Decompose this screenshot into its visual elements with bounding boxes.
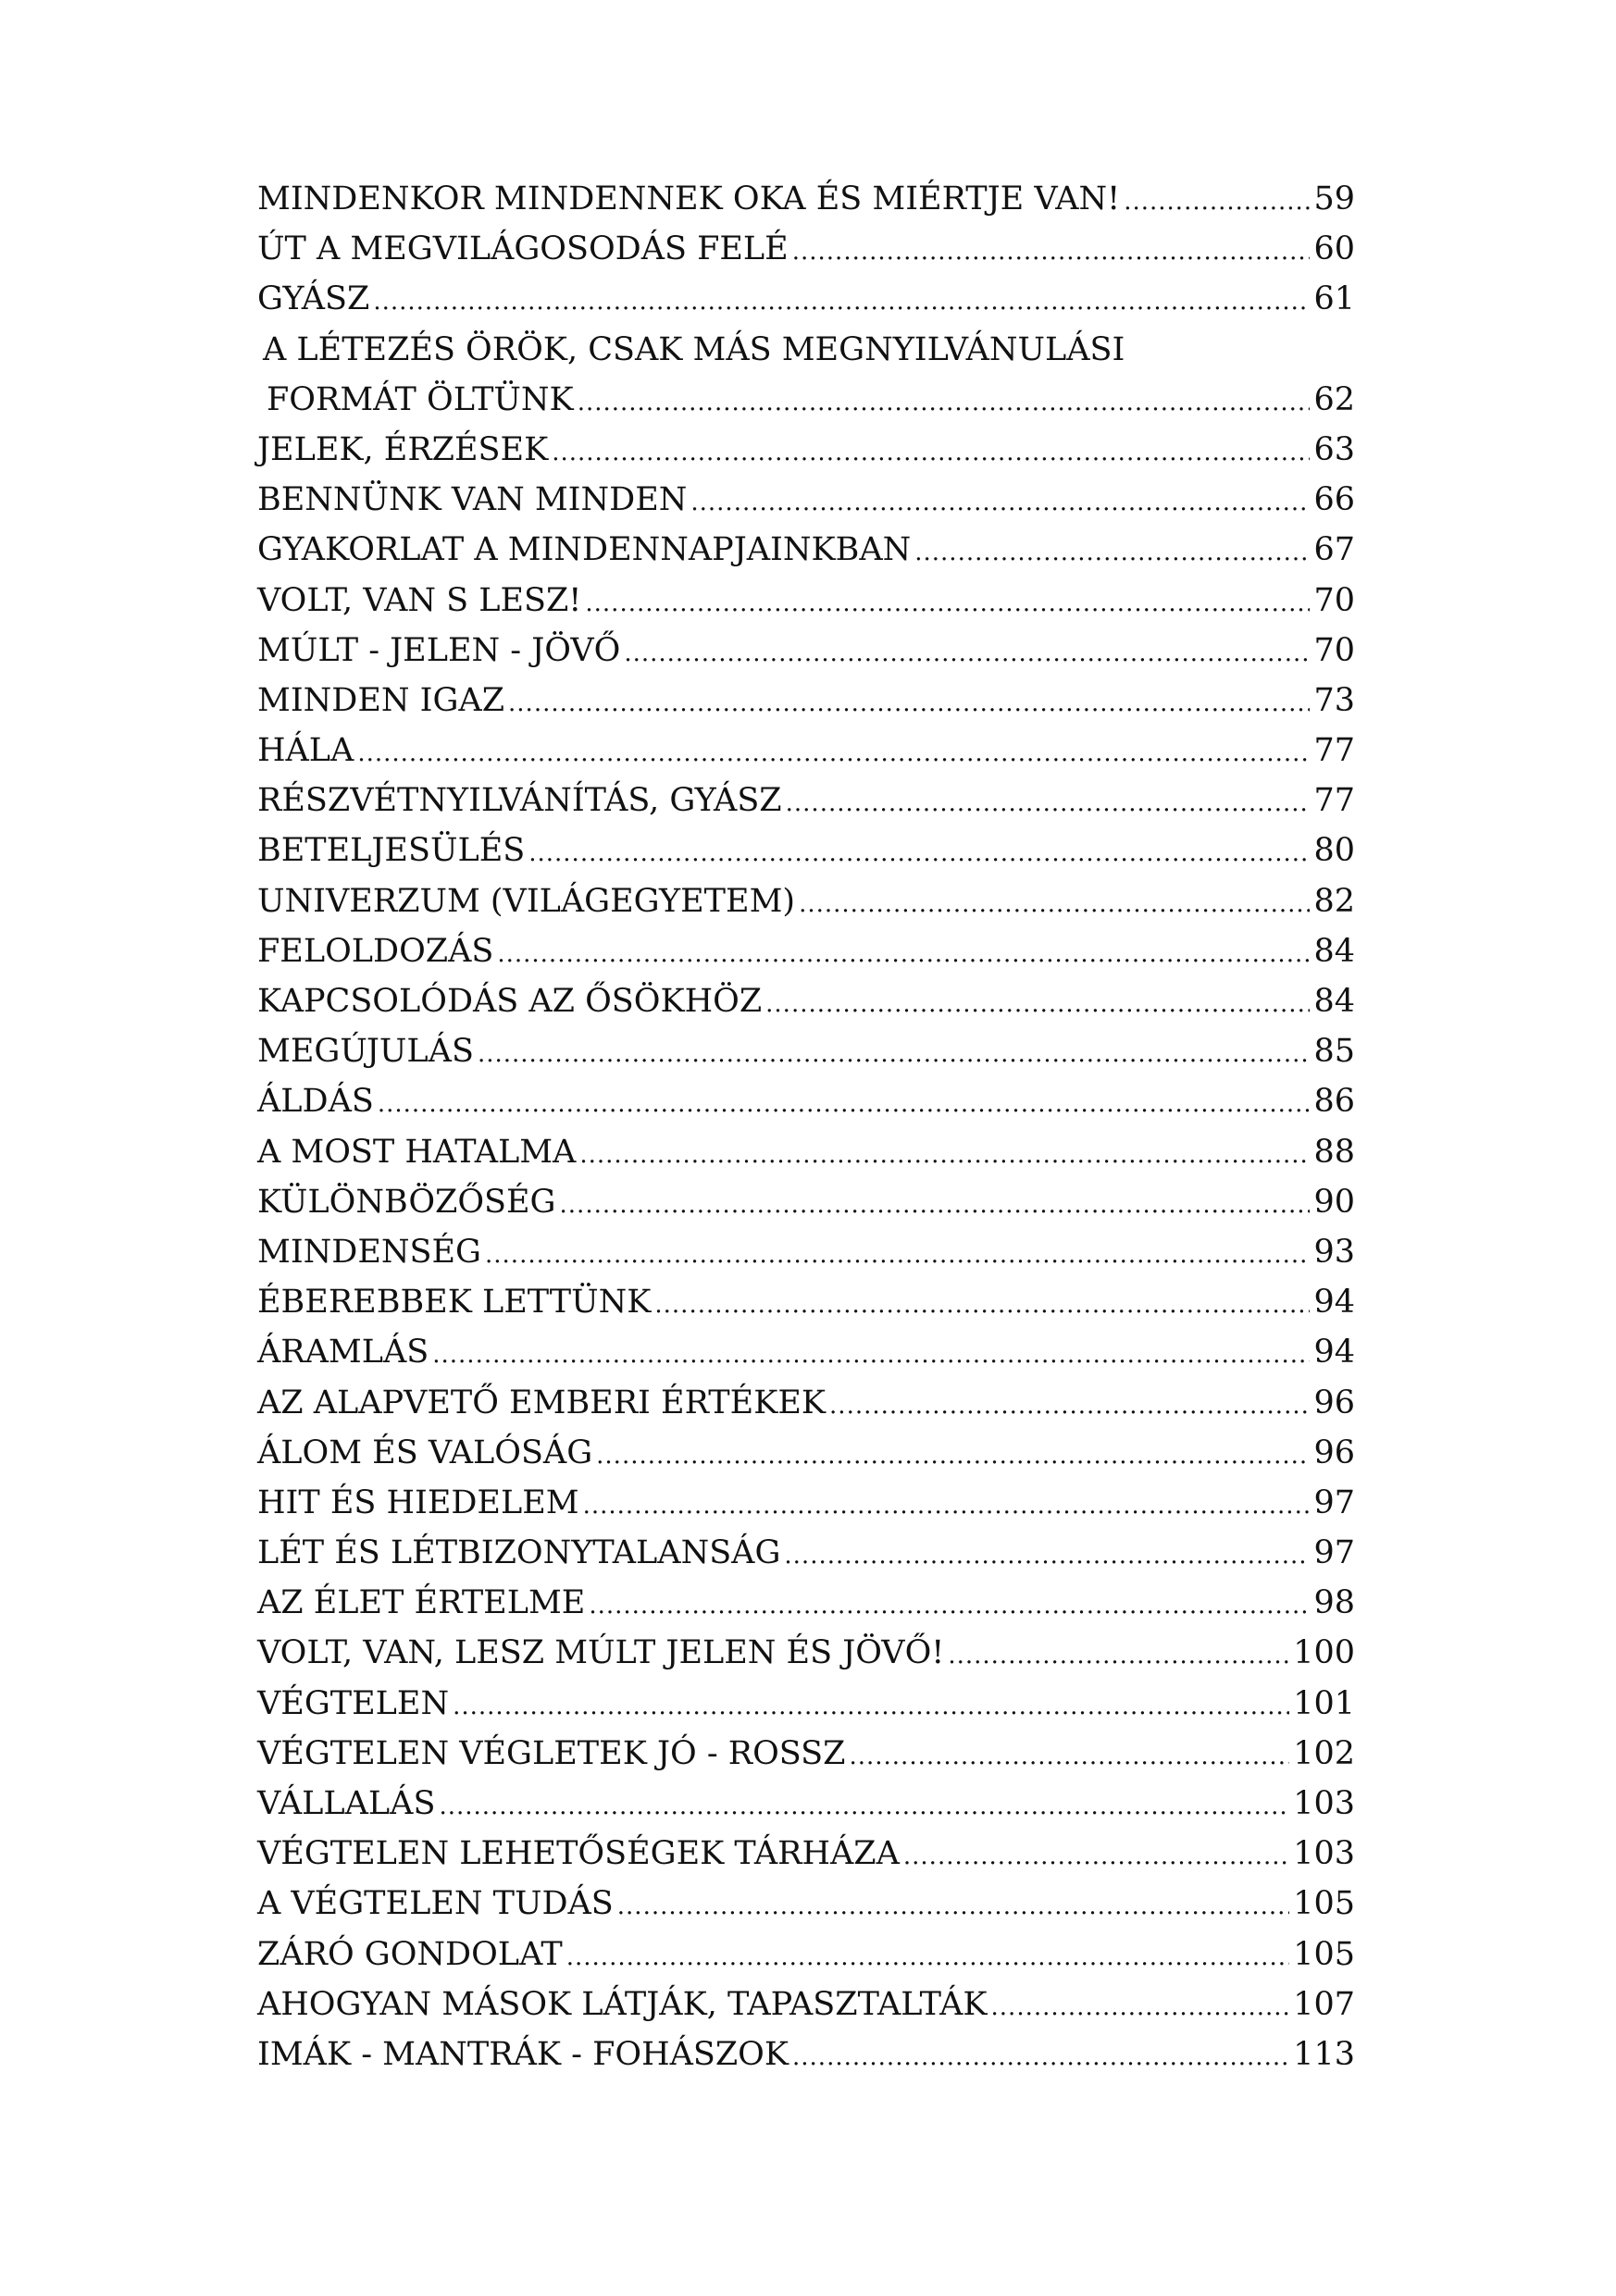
toc-entry-page-number: 85 xyxy=(1313,1033,1355,1071)
toc-entry xyxy=(257,174,1355,224)
toc-dot-leader xyxy=(792,2032,1289,2082)
toc-entry-title: MINDENSÉG xyxy=(257,1233,482,1271)
toc-entry-page-number: 96 xyxy=(1313,1433,1355,1471)
toc-entry-title: A VÉGTELEN TUDÁS xyxy=(257,1885,614,1923)
toc-entry xyxy=(257,1127,1355,1177)
toc-entry-page-number: 60 xyxy=(1313,230,1355,268)
toc-entry-page-number: 94 xyxy=(1313,1334,1355,1371)
toc-dot-leader xyxy=(690,478,1310,527)
toc-dot-leader xyxy=(589,1581,1310,1631)
toc-entry-page-number: 107 xyxy=(1293,1985,1355,2023)
toc-entry xyxy=(257,1930,1355,1980)
table-of-contents xyxy=(257,174,1355,2079)
toc-entry xyxy=(257,1829,1355,1879)
toc-dot-leader xyxy=(829,1381,1310,1431)
toc-dot-leader xyxy=(579,1130,1310,1180)
toc-entry xyxy=(257,676,1355,726)
toc-entry-title: ÁRAMLÁS xyxy=(257,1334,429,1371)
toc-entry-page-number: 84 xyxy=(1313,932,1355,970)
toc-entry-page-number: 84 xyxy=(1313,983,1355,1020)
toc-entry-page-number: 100 xyxy=(1293,1634,1355,1672)
toc-entry xyxy=(257,2029,1355,2079)
toc-entry xyxy=(257,274,1355,324)
toc-dot-leader xyxy=(508,678,1310,728)
toc-entry xyxy=(257,1076,1355,1126)
toc-entry xyxy=(257,1026,1355,1076)
toc-entry-page-number: 93 xyxy=(1313,1233,1355,1271)
toc-entry xyxy=(257,375,1355,425)
toc-entry-title: A LÉTEZÉS ÖRÖK, CSAK MÁS MEGNYILVÁNULÁSI xyxy=(263,330,1125,368)
toc-entry-title: JELEK, ÉRZÉSEK xyxy=(257,430,549,468)
toc-entry xyxy=(257,1478,1355,1528)
toc-entry-page-number: 96 xyxy=(1313,1384,1355,1421)
toc-entry-page-number: 70 xyxy=(1313,631,1355,669)
toc-dot-leader xyxy=(560,1180,1311,1230)
toc-entry-title: BETELJESÜLÉS xyxy=(257,832,526,870)
toc-entry-page-number: 59 xyxy=(1313,180,1355,217)
toc-dot-leader xyxy=(786,778,1311,828)
toc-dot-leader xyxy=(799,879,1310,929)
toc-entry-page-number: 67 xyxy=(1313,531,1355,569)
toc-entry xyxy=(257,224,1355,274)
toc-entry-title: HÁLA xyxy=(257,732,354,770)
toc-entry-title: KAPCSOLÓDÁS AZ ŐSÖKHÖZ xyxy=(257,983,763,1020)
toc-entry-page-number: 77 xyxy=(1313,732,1355,770)
toc-entry-page-number: 103 xyxy=(1293,1785,1355,1822)
toc-dot-leader xyxy=(585,578,1310,628)
toc-entry-page-number: 70 xyxy=(1313,581,1355,619)
toc-entry xyxy=(257,1879,1355,1929)
toc-entry xyxy=(257,1428,1355,1478)
toc-entry-page-number: 105 xyxy=(1293,1935,1355,1973)
toc-entry xyxy=(257,1729,1355,1779)
toc-entry-title: VÉGTELEN xyxy=(257,1684,450,1722)
toc-entry-title: MINDENKOR MINDENNEK OKA ÉS MIÉRTJE VAN! xyxy=(257,180,1121,217)
toc-dot-leader xyxy=(578,378,1311,428)
toc-entry-title: VÉGTELEN LEHETŐSÉGEK TÁRHÁZA xyxy=(257,1835,900,1873)
toc-entry-page-number: 101 xyxy=(1293,1684,1355,1722)
toc-entry-page-number: 90 xyxy=(1313,1183,1355,1221)
toc-entry xyxy=(257,1679,1355,1729)
toc-entry xyxy=(257,475,1355,525)
toc-dot-leader xyxy=(903,1831,1289,1881)
toc-entry-page-number: 80 xyxy=(1313,832,1355,870)
toc-dot-leader xyxy=(453,1682,1289,1731)
toc-dot-leader xyxy=(948,1631,1289,1681)
toc-entry-title: MÚLT - JELEN - JÖVŐ xyxy=(257,631,621,669)
toc-entry xyxy=(257,425,1355,475)
toc-entry-title: HIT ÉS HIEDELEM xyxy=(257,1483,579,1521)
toc-entry xyxy=(257,1327,1355,1377)
toc-entry xyxy=(257,926,1355,976)
toc-entry-page-number: 66 xyxy=(1313,481,1355,519)
toc-entry-title: ÁLOM ÉS VALÓSÁG xyxy=(257,1433,593,1471)
toc-entry-page-number: 62 xyxy=(1313,380,1355,418)
toc-entry-title: FORMÁT ÖLTÜNK xyxy=(267,380,574,418)
toc-entry-title: ZÁRÓ GONDOLAT xyxy=(257,1935,563,1973)
toc-entry xyxy=(257,726,1355,776)
toc-entry xyxy=(257,825,1355,875)
toc-dot-leader xyxy=(617,1881,1289,1931)
toc-entry xyxy=(257,626,1355,676)
toc-dot-leader xyxy=(432,1330,1310,1380)
toc-entry-page-number: 61 xyxy=(1313,280,1355,318)
toc-entry xyxy=(257,1177,1355,1227)
toc-entry xyxy=(257,776,1355,825)
toc-entry-page-number: 105 xyxy=(1293,1885,1355,1923)
toc-entry-title: AHOGYAN MÁSOK LÁTJÁK, TAPASZTALTÁK xyxy=(257,1985,988,2023)
toc-entry xyxy=(257,525,1355,575)
toc-dot-leader xyxy=(1124,177,1310,227)
toc-entry-title: LÉT ÉS LÉTBIZONYTALANSÁG xyxy=(257,1534,781,1572)
toc-entry-title: VÁLLALÁS xyxy=(257,1785,436,1822)
toc-entry-page-number: 113 xyxy=(1293,2035,1355,2073)
toc-entry xyxy=(257,876,1355,926)
toc-entry xyxy=(257,1578,1355,1628)
toc-entry-page-number: 94 xyxy=(1313,1284,1355,1322)
toc-entry xyxy=(257,325,1355,375)
toc-entry-title: UNIVERZUM (VILÁGEGYETEM) xyxy=(257,882,796,920)
toc-dot-leader xyxy=(373,277,1310,327)
toc-entry-title: AZ ÉLET ÉRTELME xyxy=(257,1584,586,1622)
toc-entry-page-number: 63 xyxy=(1313,430,1355,468)
toc-entry-title: VOLT, VAN, LESZ MÚLT JELEN ÉS JÖVŐ! xyxy=(257,1634,945,1672)
toc-dot-leader xyxy=(497,929,1310,979)
toc-entry-title: GYAKORLAT A MINDENNAPJAINKBAN xyxy=(257,531,912,569)
toc-dot-leader xyxy=(566,1932,1289,1982)
toc-entry-page-number: 97 xyxy=(1313,1534,1355,1572)
toc-entry-page-number: 103 xyxy=(1293,1835,1355,1873)
toc-entry xyxy=(257,1528,1355,1578)
toc-dot-leader xyxy=(624,628,1310,678)
toc-entry-page-number: 98 xyxy=(1313,1584,1355,1622)
toc-entry-title: KÜLÖNBÖZŐSÉG xyxy=(257,1183,556,1221)
toc-entry-title: AZ ALAPVETŐ EMBERI ÉRTÉKEK xyxy=(257,1384,827,1421)
toc-dot-leader xyxy=(849,1731,1289,1781)
toc-entry-title: VÉGTELEN VÉGLETEK JÓ - ROSSZ xyxy=(257,1734,846,1772)
toc-entry-page-number: 86 xyxy=(1313,1083,1355,1121)
toc-dot-leader xyxy=(439,1781,1289,1831)
toc-entry-page-number: 77 xyxy=(1313,782,1355,820)
toc-dot-leader xyxy=(357,728,1310,778)
toc-entry xyxy=(257,1980,1355,2029)
toc-entry-title: ÚT A MEGVILÁGOSODÁS FELÉ xyxy=(257,230,789,268)
toc-dot-leader xyxy=(378,1079,1311,1129)
toc-entry-page-number: 82 xyxy=(1313,882,1355,920)
toc-dot-leader xyxy=(552,428,1310,478)
toc-dot-leader xyxy=(784,1531,1310,1581)
toc-entry-title: A MOST HATALMA xyxy=(257,1133,577,1171)
toc-entry-title: MEGÚJULÁS xyxy=(257,1033,474,1071)
toc-entry xyxy=(257,576,1355,626)
toc-entry xyxy=(257,1628,1355,1678)
toc-entry-title: GYÁSZ xyxy=(257,280,370,318)
toc-dot-leader xyxy=(583,1481,1311,1531)
toc-dot-leader xyxy=(991,1982,1290,2032)
toc-dot-leader xyxy=(478,1029,1311,1079)
toc-entry-page-number: 102 xyxy=(1293,1734,1355,1772)
toc-entry-title: ÉBEREBBEK LETTÜNK xyxy=(257,1284,652,1322)
toc-entry-title: VOLT, VAN S LESZ! xyxy=(257,581,582,619)
toc-dot-leader xyxy=(596,1431,1310,1481)
toc-dot-leader xyxy=(528,828,1310,878)
toc-entry-title: FELOLDOZÁS xyxy=(257,932,494,970)
toc-entry-page-number: 73 xyxy=(1313,681,1355,719)
toc-entry-title: ÁLDÁS xyxy=(257,1083,374,1121)
toc-dot-leader xyxy=(792,227,1311,277)
toc-dot-leader xyxy=(654,1280,1310,1330)
toc-dot-leader xyxy=(485,1230,1310,1280)
toc-entry xyxy=(257,1277,1355,1327)
toc-entry-title: BENNÜNK VAN MINDEN xyxy=(257,481,688,519)
toc-entry xyxy=(257,976,1355,1026)
toc-entry-page-number: 88 xyxy=(1313,1133,1355,1171)
toc-entry-page-number: 97 xyxy=(1313,1483,1355,1521)
toc-entry-title: IMÁK - MANTRÁK - FOHÁSZOK xyxy=(257,2035,789,2073)
toc-entry xyxy=(257,1378,1355,1428)
toc-dot-leader xyxy=(914,527,1310,577)
toc-entry-title: MINDEN IGAZ xyxy=(257,681,505,719)
toc-entry-title: RÉSZVÉTNYILVÁNÍTÁS, GYÁSZ xyxy=(257,782,782,820)
toc-dot-leader xyxy=(765,979,1310,1029)
toc-entry xyxy=(257,1779,1355,1829)
toc-entry xyxy=(257,1227,1355,1277)
